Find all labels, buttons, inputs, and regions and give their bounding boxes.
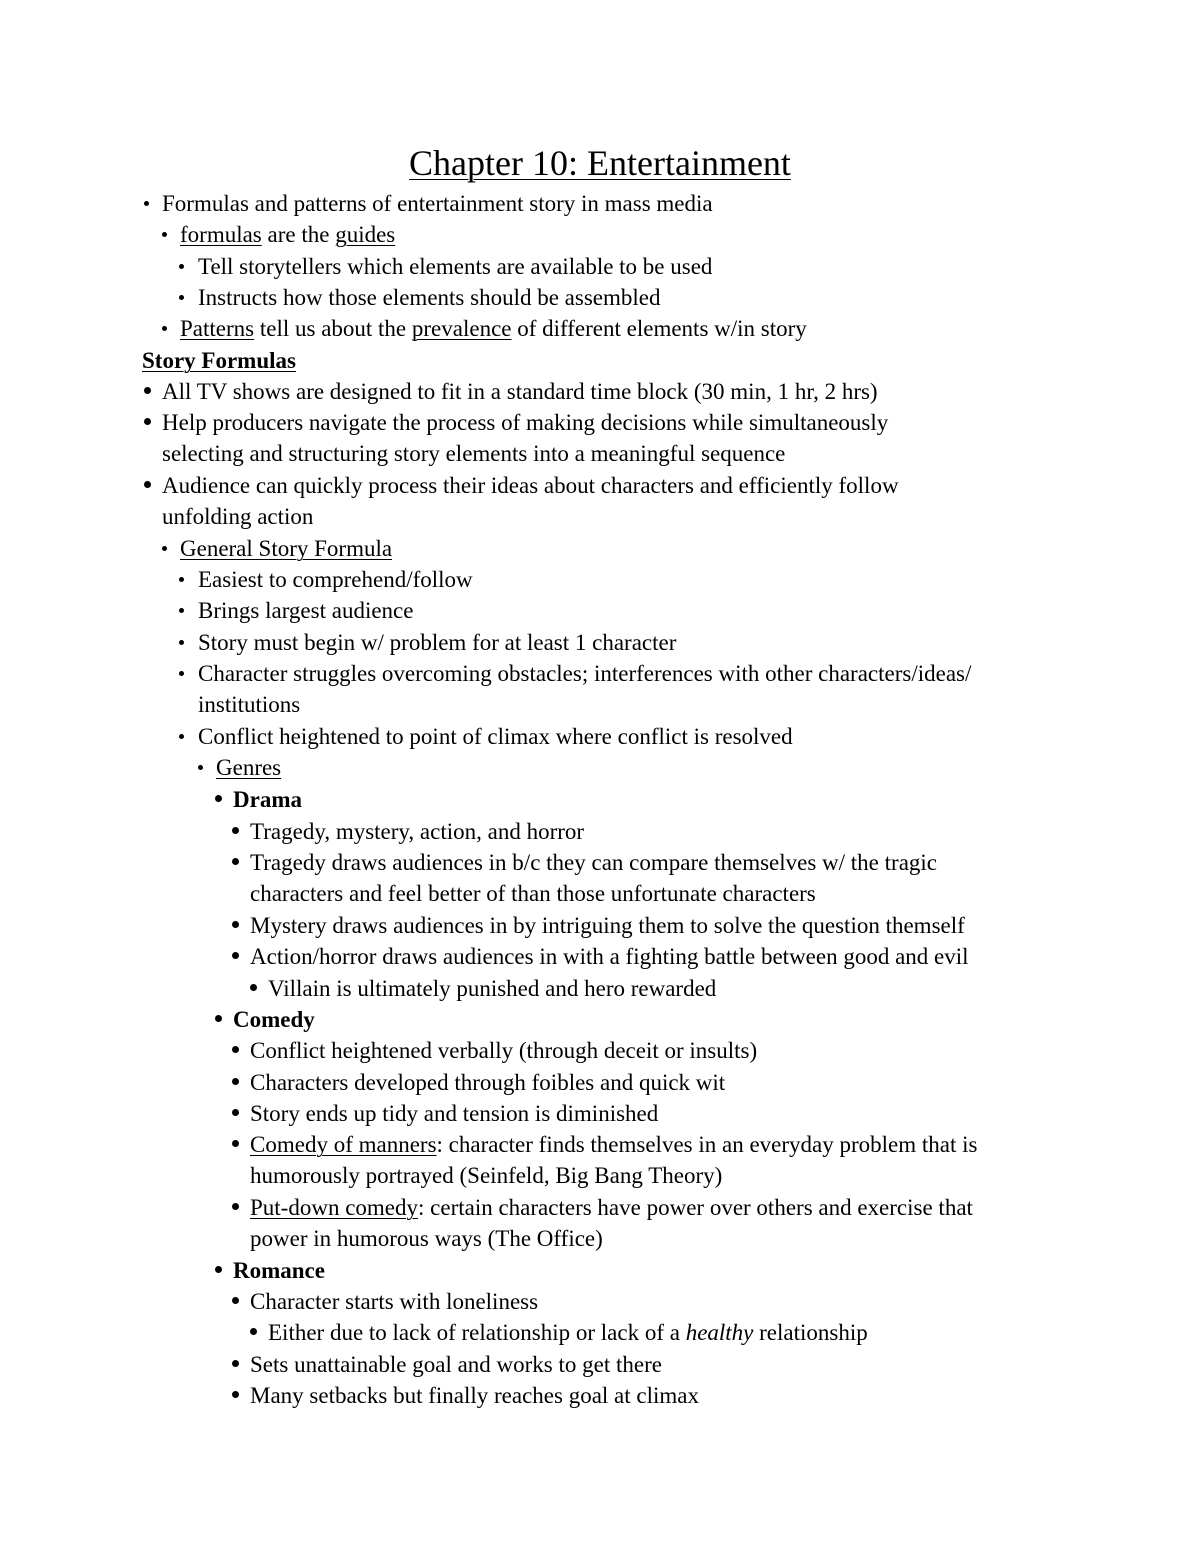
either-text: Either due to lack of relationship or lack of a (268, 1320, 686, 1345)
struggles-line-1: Character struggles overcoming obstacles; interferences with other characters/ideas/ (198, 661, 972, 686)
bullet-icon (162, 546, 167, 551)
help-line-2: selecting and structuring story elements into a meaningful sequence (162, 441, 786, 466)
bullet-icon (179, 295, 184, 300)
begin-line: Story must begin w/ problem for at least 1 character (198, 630, 677, 655)
bullet-icon (215, 1015, 222, 1022)
bullet-icon (198, 765, 203, 770)
bullet-icon (250, 1328, 257, 1335)
tell-line: Tell storytellers which elements are available to be used (198, 254, 713, 279)
either-text-end: relationship (753, 1320, 868, 1345)
drama-heading: Drama (233, 787, 302, 812)
bullet-icon (144, 387, 151, 394)
bullet-icon (144, 418, 151, 425)
story-formulas-heading: Story Formulas (142, 348, 296, 373)
putdown-line-1 (250, 1192, 973, 1223)
easiest-line: Easiest to comprehend/follow (198, 567, 473, 592)
bullet-icon (232, 1078, 239, 1085)
conflict-line: Conflict heightened to point of climax where conflict is resolved (198, 724, 793, 749)
romance-heading: Romance (233, 1258, 325, 1283)
manners-text: : character finds themselves in an everyday problem that is (436, 1132, 978, 1157)
bullet-icon (162, 326, 167, 331)
drama-types-line: Tragedy, mystery, action, and horror (250, 819, 585, 844)
brings-line: Brings largest audience (198, 598, 414, 623)
bullet-icon (232, 1360, 239, 1367)
bullet-icon (179, 608, 184, 613)
tragedy-line-1: Tragedy draws audiences in b/c they can compare themselves w/ the tragic (250, 850, 938, 875)
bullet-icon (232, 1046, 239, 1053)
general-story-formula-line: General Story Formula (180, 536, 393, 561)
verbal-line: Conflict heightened verbally (through deceit or insults) (250, 1038, 758, 1063)
action-line: Action/horror draws audiences in with a fighting battle between good and evil (250, 944, 969, 969)
loneliness-line: Character starts with loneliness (250, 1289, 539, 1314)
bullet-icon (179, 671, 184, 676)
bullet-icon (179, 577, 184, 582)
manners-line-1 (250, 1129, 977, 1160)
formulas-term: formulas (180, 222, 262, 247)
comedy-of-manners-term: Comedy of manners (250, 1132, 437, 1157)
formulas-line (180, 219, 395, 250)
bullet-icon (232, 1140, 239, 1147)
instructs-line: Instructs how those elements should be assembled (198, 285, 661, 310)
prevalence-term: prevalence (411, 316, 512, 341)
bullet-icon (232, 1109, 239, 1116)
patterns-line (180, 313, 807, 344)
put-down-comedy-term: Put-down comedy (250, 1195, 419, 1220)
either-line (268, 1317, 868, 1348)
goal-line: Sets unattainable goal and works to get there (250, 1352, 662, 1377)
manners-line-2: humorously portrayed (Seinfeld, Big Bang Theory) (250, 1163, 723, 1188)
bullet-icon (232, 858, 239, 865)
audience-line-1: Audience can quickly process their ideas about characters and efficiently follow (162, 473, 899, 498)
page-title: Chapter 10: Entertainment (409, 143, 791, 183)
bullet-icon (179, 264, 184, 269)
bullet-icon (250, 984, 257, 991)
genres-line: Genres (216, 755, 282, 780)
bullet-icon (215, 1266, 222, 1273)
tragedy-line-2: characters and feel better of than those unfortunate characters (250, 881, 816, 906)
foibles-line: Characters developed through foibles and quick wit (250, 1070, 726, 1095)
help-line-1: Help producers navigate the process of making decisions while simultaneously (162, 410, 889, 435)
patterns-text-end: of different elements w/in story (511, 316, 807, 341)
bullet-icon (162, 232, 167, 237)
intro-line: Formulas and patterns of entertainment story in mass media (162, 191, 713, 216)
bullet-icon (232, 952, 239, 959)
bullet-icon (232, 1203, 239, 1210)
putdown-text: : certain characters have power over others and exercise that (418, 1195, 973, 1220)
patterns-text: tell us about the (254, 316, 412, 341)
time-block-line: All TV shows are designed to fit in a standard time block (30 min, 1 hr, 2 hrs) (162, 379, 878, 404)
bullet-icon (232, 827, 239, 834)
bullet-icon (215, 795, 222, 802)
bullet-icon (232, 921, 239, 928)
bullet-icon (179, 734, 184, 739)
putdown-line-2: power in humorous ways (The Office) (250, 1226, 603, 1251)
bullet-icon (144, 481, 151, 488)
formulas-text: are the (261, 222, 336, 247)
bullet-icon (232, 1391, 239, 1398)
setbacks-line: Many setbacks but finally reaches goal at climax (250, 1383, 699, 1408)
bullet-icon (144, 201, 149, 206)
audience-line-2: unfolding action (162, 504, 314, 529)
patterns-term: Patterns (180, 316, 255, 341)
villain-line: Villain is ultimately punished and hero rewarded (268, 976, 717, 1001)
guides-term: guides (335, 222, 396, 247)
comedy-heading: Comedy (233, 1007, 315, 1032)
bullet-icon (232, 1297, 239, 1304)
healthy-term: healthy (685, 1320, 754, 1345)
bullet-icon (179, 640, 184, 645)
mystery-line: Mystery draws audiences in by intriguing them to solve the question themself (250, 913, 965, 938)
tidy-line: Story ends up tidy and tension is diminished (250, 1101, 659, 1126)
struggles-line-2: institutions (198, 692, 301, 717)
